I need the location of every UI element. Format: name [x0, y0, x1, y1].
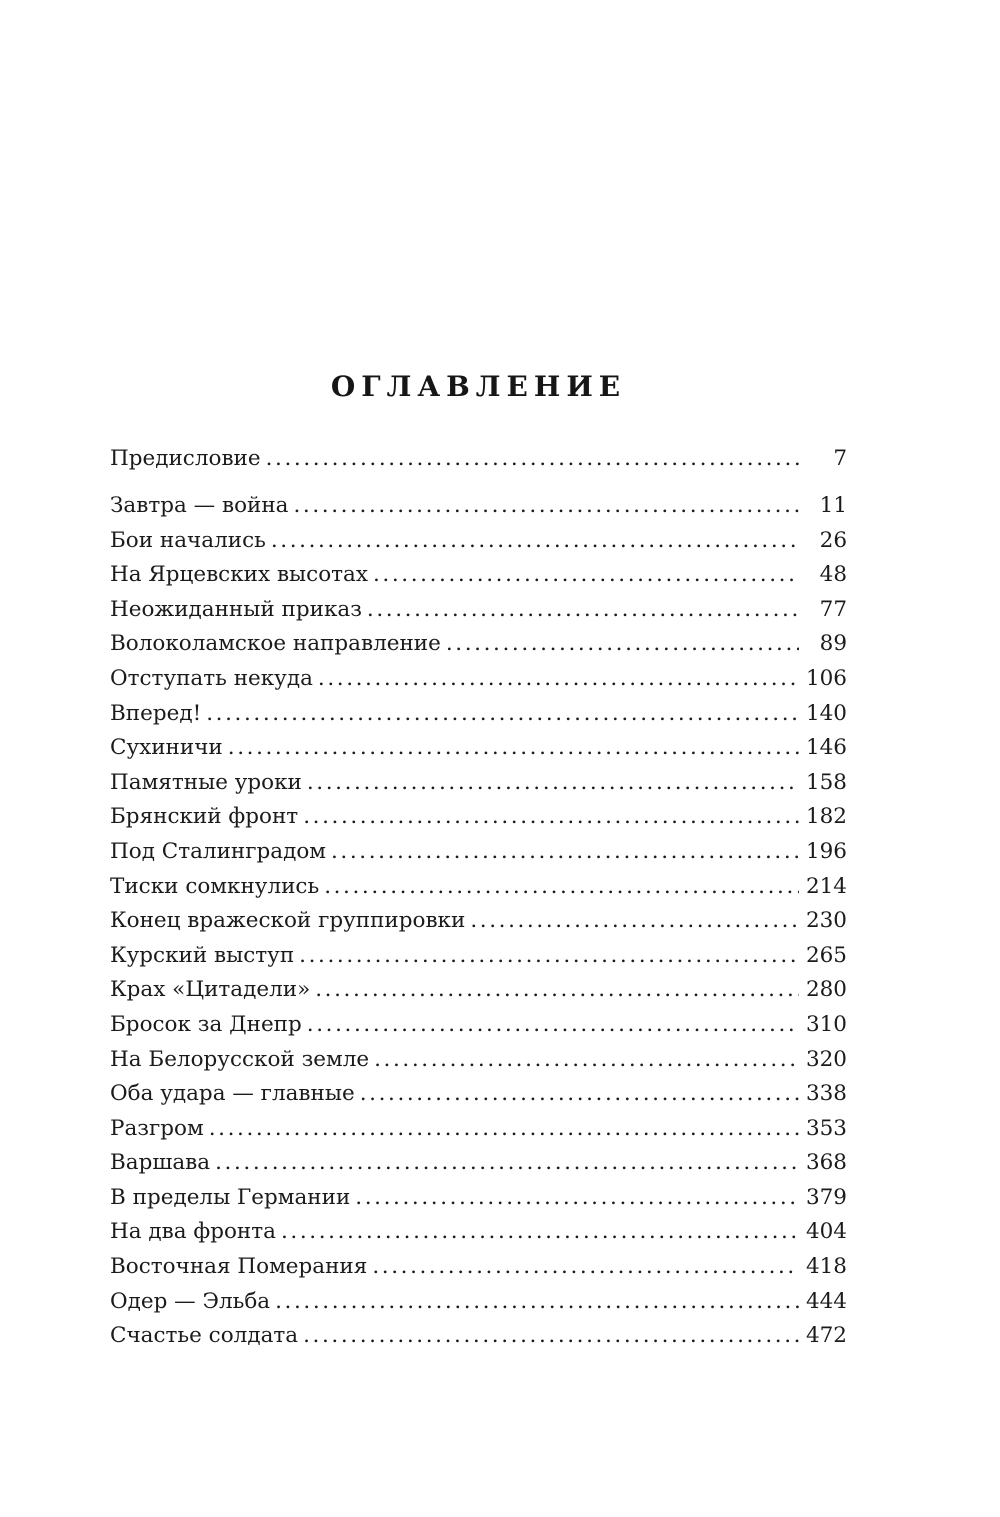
toc-row: [110, 493, 847, 519]
toc-row: [110, 804, 847, 830]
toc-entry-page-number: 77: [819, 596, 847, 622]
toc-entry-page-number: 89: [819, 631, 847, 657]
dot-leader: [303, 1323, 799, 1349]
toc-entry-title: На два фронта: [110, 1219, 276, 1245]
dot-leader: [446, 631, 799, 657]
toc-row: [110, 597, 847, 623]
toc-entry-page-number: 379: [805, 1184, 847, 1210]
dot-leader: [271, 528, 799, 554]
dot-leader: [281, 1219, 799, 1245]
toc-entry-title: Счастье солдата: [110, 1323, 299, 1349]
dot-leader: [303, 804, 799, 830]
toc-row: [110, 977, 847, 1003]
toc-row: [110, 908, 847, 934]
toc-entry-title: Оба удара — главные: [110, 1081, 355, 1107]
dot-leader: [294, 493, 800, 519]
toc-entry-title: На Ярцевских высотах: [110, 562, 368, 588]
toc-row: [110, 770, 847, 796]
page-title: ОГЛАВЛЕНИЕ: [330, 370, 627, 403]
toc-row: [110, 1047, 847, 1073]
toc-entry-page-number: 338: [805, 1081, 847, 1107]
dot-leader: [318, 666, 799, 692]
toc-entry-page-number: 182: [805, 804, 847, 830]
toc-entry-title: Одер — Эльба: [110, 1288, 271, 1314]
dot-leader: [215, 1150, 799, 1176]
toc-row: [110, 528, 847, 554]
toc-entry-title: Волоколамское направление: [110, 631, 441, 657]
toc-row: [110, 1150, 847, 1176]
toc-entry-page-number: 106: [805, 665, 847, 691]
toc-entry-page-number: 146: [805, 735, 847, 761]
toc-row: [110, 446, 847, 472]
toc-row: [110, 839, 847, 865]
dot-leader: [331, 839, 799, 865]
toc-entry-title: Отступать некуда: [110, 665, 313, 691]
toc-row: [110, 1219, 847, 1245]
toc-entry-page-number: 140: [805, 700, 847, 726]
toc-row: [110, 1116, 847, 1142]
toc-row: [110, 1254, 847, 1280]
toc-row: [110, 631, 847, 657]
dot-leader: [360, 1081, 799, 1107]
toc-row: [110, 1012, 847, 1038]
toc-entry-page-number: 320: [805, 1046, 847, 1072]
toc-entry-page-number: 214: [805, 873, 847, 899]
toc-entry-page-number: 418: [805, 1254, 847, 1280]
toc-entry-page-number: 230: [805, 908, 847, 934]
toc-entry-title: Тиски сомкнулись: [110, 873, 320, 899]
toc-entry-page-number: 444: [805, 1288, 847, 1314]
toc-entry-title: На Белорусской земле: [110, 1046, 370, 1072]
toc-entry-page-number: 368: [805, 1150, 847, 1176]
toc-row: [110, 735, 847, 761]
dot-leader: [470, 908, 799, 934]
toc-entry-title: Крах «Цитадели»: [110, 977, 311, 1003]
dot-leader: [275, 1289, 799, 1315]
toc-row: [110, 701, 847, 727]
dot-leader: [374, 1047, 799, 1073]
dot-leader: [209, 1116, 799, 1142]
toc-entry-title: Бои начались: [110, 527, 266, 553]
dot-leader: [266, 446, 799, 472]
toc-entry-title: Под Сталинградом: [110, 838, 326, 864]
toc-entry-page-number: 158: [805, 769, 847, 795]
toc-entry-title: Памятные уроки: [110, 769, 302, 795]
toc-row: [110, 1185, 847, 1211]
toc-entry-page-number: 404: [805, 1219, 847, 1245]
dot-leader: [299, 943, 799, 969]
toc-entry-page-number: 26: [819, 527, 847, 553]
toc-row: [110, 1323, 847, 1349]
dot-leader: [373, 562, 799, 588]
toc-entry-title: В пределы Германии: [110, 1184, 351, 1210]
dot-leader: [355, 1185, 799, 1211]
toc-row: [110, 666, 847, 692]
toc-entry-title: Варшава: [110, 1150, 211, 1176]
toc-entry-title: Брянский фронт: [110, 804, 299, 830]
book-page: [110, 0, 847, 1358]
toc-entry-title: Конец вражеской группировки: [110, 908, 466, 934]
dot-leader: [228, 735, 799, 761]
toc-entry-title: Разгром: [110, 1115, 204, 1141]
toc-row: [110, 943, 847, 969]
toc-entry-page-number: 196: [805, 838, 847, 864]
toc-entry-title: Вперед!: [110, 700, 202, 726]
toc-row: [110, 562, 847, 588]
toc-entry-title: Курский выступ: [110, 942, 295, 968]
toc-row: [110, 1081, 847, 1107]
toc-entry-title: Предисловие: [110, 446, 261, 471]
toc-entry-title: Сухиничи: [110, 735, 223, 761]
dot-leader: [206, 701, 799, 727]
dot-leader: [307, 770, 799, 796]
toc-entry-title: Восточная Померания: [110, 1254, 368, 1280]
toc-entry-page-number: 353: [805, 1115, 847, 1141]
dot-leader: [307, 1012, 799, 1038]
toc-entry-title: Бросок за Днепр: [110, 1011, 302, 1037]
toc-entry-title: Завтра — война: [110, 493, 289, 518]
toc-entry-page-number: 7: [833, 446, 847, 471]
toc-row: [110, 874, 847, 900]
dot-leader: [324, 874, 799, 900]
dot-leader: [372, 1254, 799, 1280]
toc-entry-page-number: 48: [819, 562, 847, 588]
dot-leader: [367, 597, 799, 623]
toc-entry-page-number: 280: [805, 977, 847, 1003]
toc-entry-page-number: 472: [805, 1323, 847, 1349]
toc-list: [110, 446, 847, 1349]
toc-entry-page-number: 310: [805, 1011, 847, 1037]
dot-leader: [315, 977, 799, 1003]
toc-entry-page-number: 11: [819, 493, 847, 518]
toc-row: [110, 1289, 847, 1315]
toc-entry-page-number: 265: [805, 942, 847, 968]
toc-entry-title: Неожиданный приказ: [110, 596, 362, 622]
